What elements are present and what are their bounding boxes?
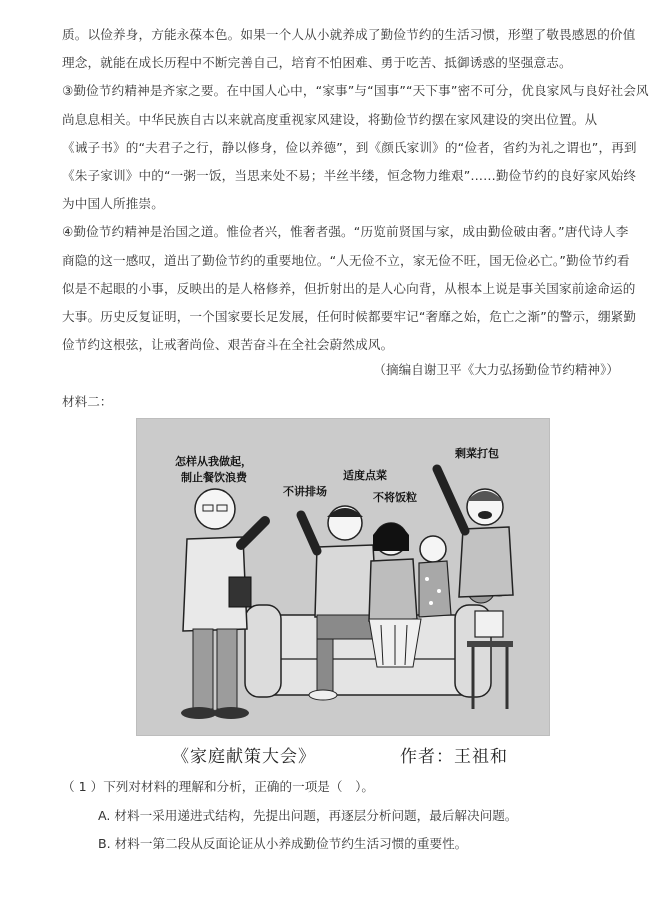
child-speech: 不将饭粒 [373,491,417,504]
cartoon-drawing [137,419,549,735]
cartoon-author: 作者：王祖和 [400,747,508,767]
article-line: 《诫子书》的“夫君子之行，静以修身，俭以养德”，到《颜氏家训》的“俭者，省约为礼之谓也”，再到 [62,139,637,155]
article-line: ④勤俭节约精神是治国之道。惟俭者兴，惟奢者强。“历览前贤国与家，成由勤俭破由奢。”唐代诗人李 [62,224,629,240]
option-b[interactable]: B. 材料一第二段从反面论证从小养成勤俭节约生活习惯的重要性。 [98,836,468,851]
teacher-speech-line2: 制止餐饮浪费 [181,471,247,484]
article-line: ③勤俭节约精神是齐家之要。在中国人心中，“家事”与“国事”“天下事”密不可分，优良家风与良好社会风 [62,83,649,99]
father-speech: 不讲排场 [283,485,327,498]
child-figure [419,536,451,617]
teacher-speech-line1: 怎样从我做起， [175,455,252,468]
option-a[interactable]: A. 材料一采用递进式结构，先提出问题，再逐层分析问题，最后解决问题。 [98,808,518,823]
article-body [62,21,649,359]
material-two-label: 材料二： [62,394,113,409]
grandmother-speech: 剩菜打包 [455,447,499,460]
article-source: （摘编自谢卫平《大力弘扬勤俭节约精神》） [373,362,619,377]
article-line: 为中国人所推崇。 [62,196,164,212]
article-line: 质。以俭养身，方能永葆本色。如果一个人从小就养成了勤俭节约的生活习惯，形塑了敬畏感恩的价值 [62,27,636,42]
plant-pot [475,611,503,637]
article-line: 《朱子家训》中的“一粥一饭，当思来处不易；半丝半缕，恒念物力维艰”……勤俭节约的良好家风始终 [62,168,637,184]
question-stem: （ 1 ）下列对材料的理解和分析，正确的一项是（ ）。 [62,779,374,794]
article-line: 俭节约这根弦，让戒奢尚俭、艰苦奋斗在全社会蔚然成风。 [62,337,394,353]
cartoon-image [136,418,550,736]
article-line: 商隐的这一感叹，道出了勤俭节约的重要地位。“人无俭不立，家无俭不旺，国无俭必亡。”勤俭节约看 [62,252,630,268]
article-line: 理念，就能在成长历程中不断完善自己，培育不怕困难、勇于吃苦、抵御诱惑的坚强意志。 [62,55,572,71]
article-line: 尚息息相关。中华民族自古以来就高度重视家风建设，将勤俭节约摆在家风建设的突出位置。从 [62,111,598,127]
article-line: 大事。历史反复证明，一个国家要长足发展，任何时候都要牢记“奢靡之始，危亡之渐”的警示，绷紧勤 [62,309,637,325]
cartoon-title: 《家庭献策大会》 [172,747,316,767]
article-line: 似是不起眼的小事，反映出的是人格修养，但折射出的是人心向背，从根本上说是事关国家前途命运的 [62,280,636,296]
mother-speech: 适度点菜 [343,469,387,482]
